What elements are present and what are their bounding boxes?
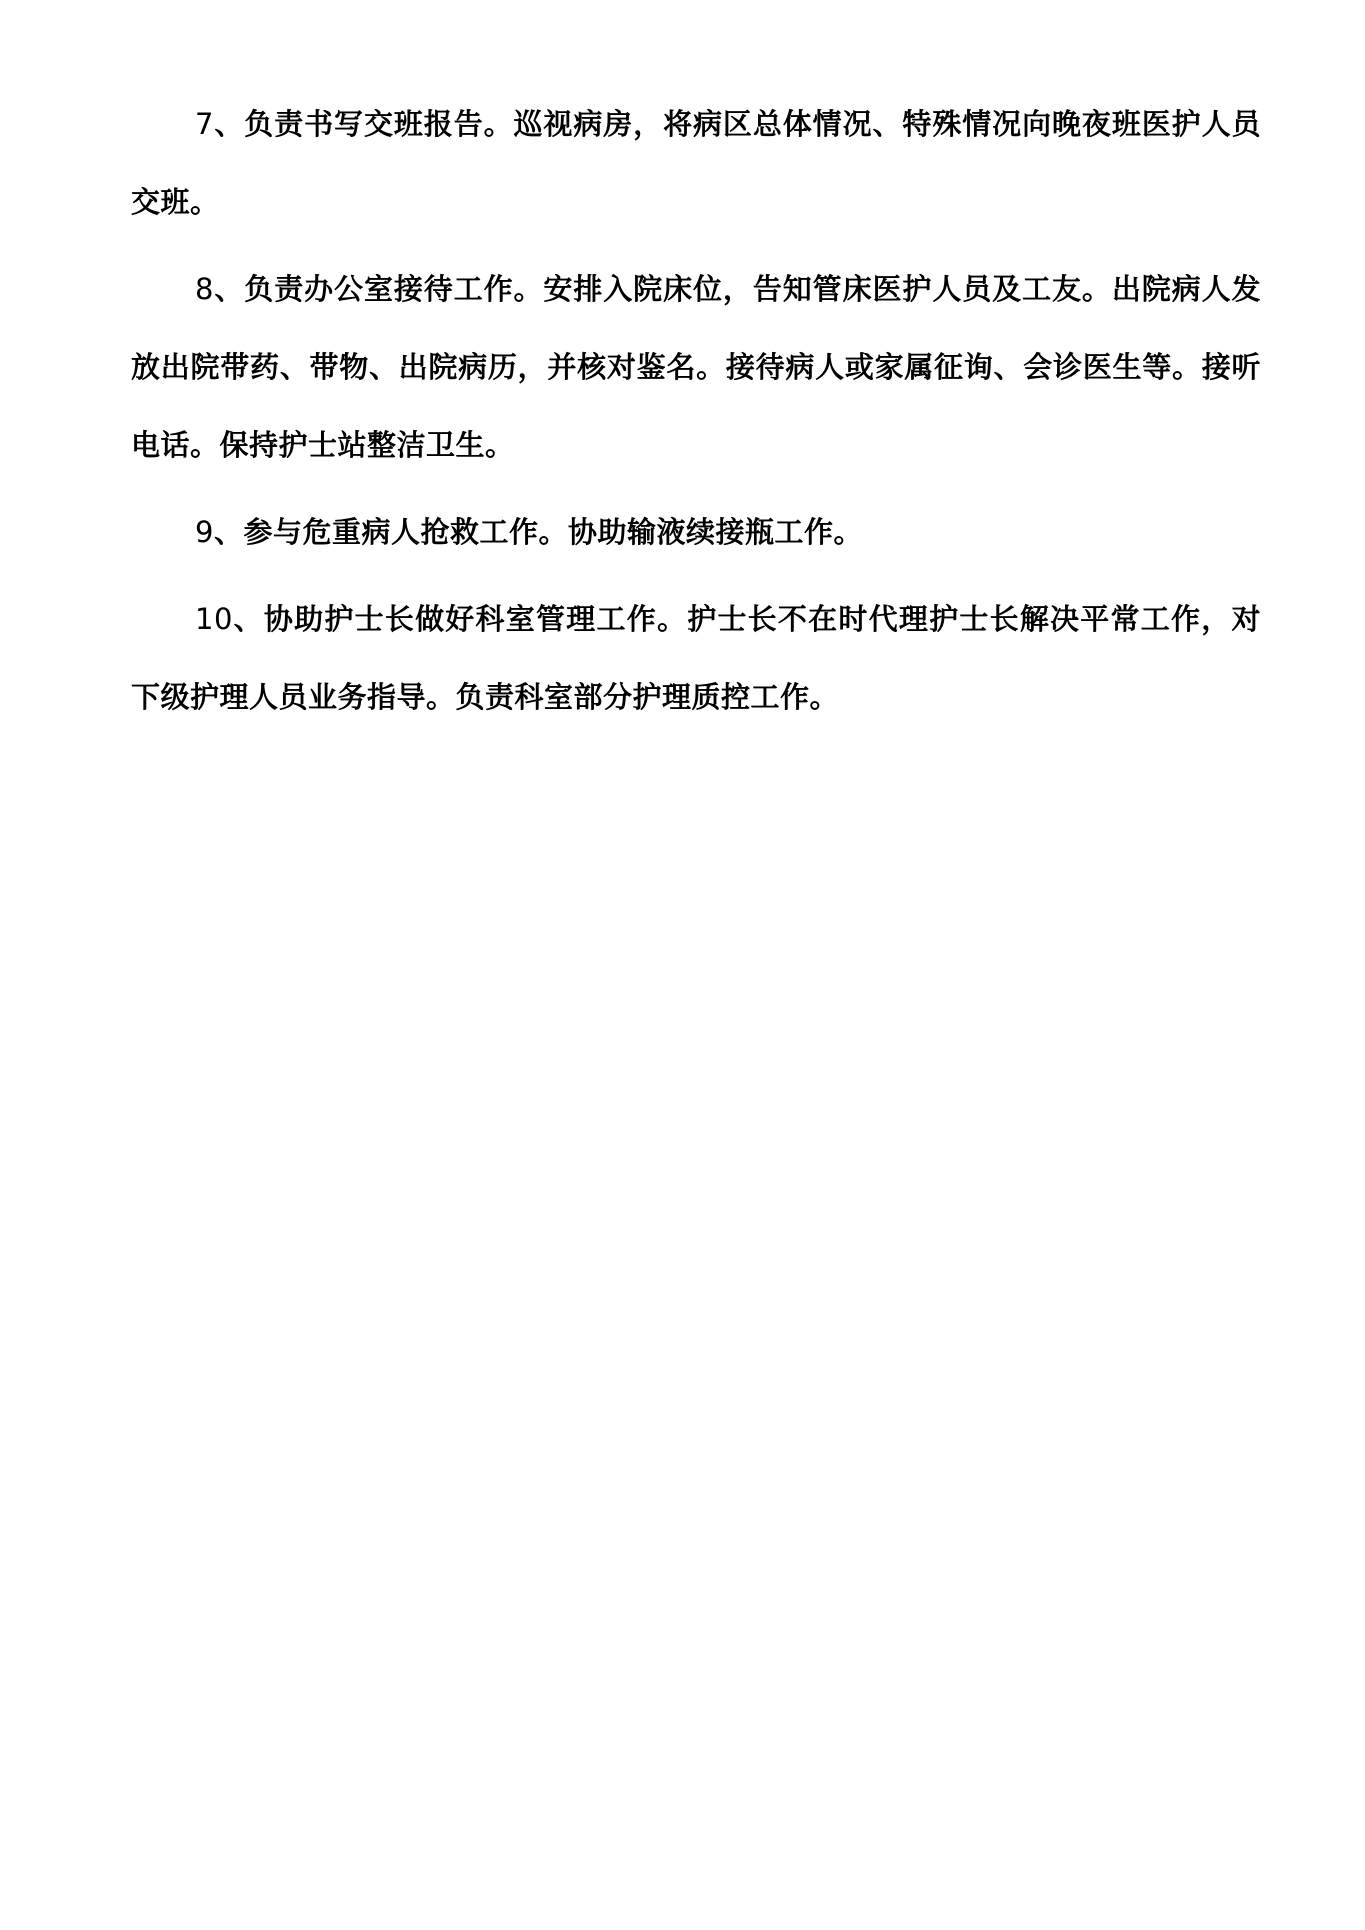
paragraph-item-7 bbox=[131, 85, 1261, 241]
paragraph-text: 、负责办公室接待工作。安排入院床位，告知管床医护人员及工友。出院病人发放出院带药、带物、出院病历，并核对鉴名。接待病人或家属征询、会诊医生等。接听电话。保持护士站整洁卫生。 bbox=[131, 272, 1261, 462]
paragraph-text: 、负责书写交班报告。巡视病房，将病区总体情况、特殊情况向晚夜班医护人员交班。 bbox=[131, 107, 1261, 219]
paragraph-text: 、协助护士长做好科室管理工作。护士长不在时代理护士长解决平常工作，对下级护理人员业务指导。负责科室部分护理质控工作。 bbox=[131, 602, 1261, 714]
paragraph-number: 8 bbox=[195, 272, 214, 306]
paragraph-item-9 bbox=[131, 493, 1261, 571]
paragraph-number: 9 bbox=[195, 515, 214, 549]
paragraph-item-8 bbox=[131, 250, 1261, 484]
paragraph-item-10 bbox=[131, 580, 1261, 736]
paragraph-number: 7 bbox=[195, 107, 214, 141]
paragraph-text: 、参与危重病人抢救工作。协助输液续接瓶工作。 bbox=[213, 515, 863, 549]
document-body bbox=[131, 85, 1261, 745]
paragraph-number: 10 bbox=[195, 602, 233, 636]
